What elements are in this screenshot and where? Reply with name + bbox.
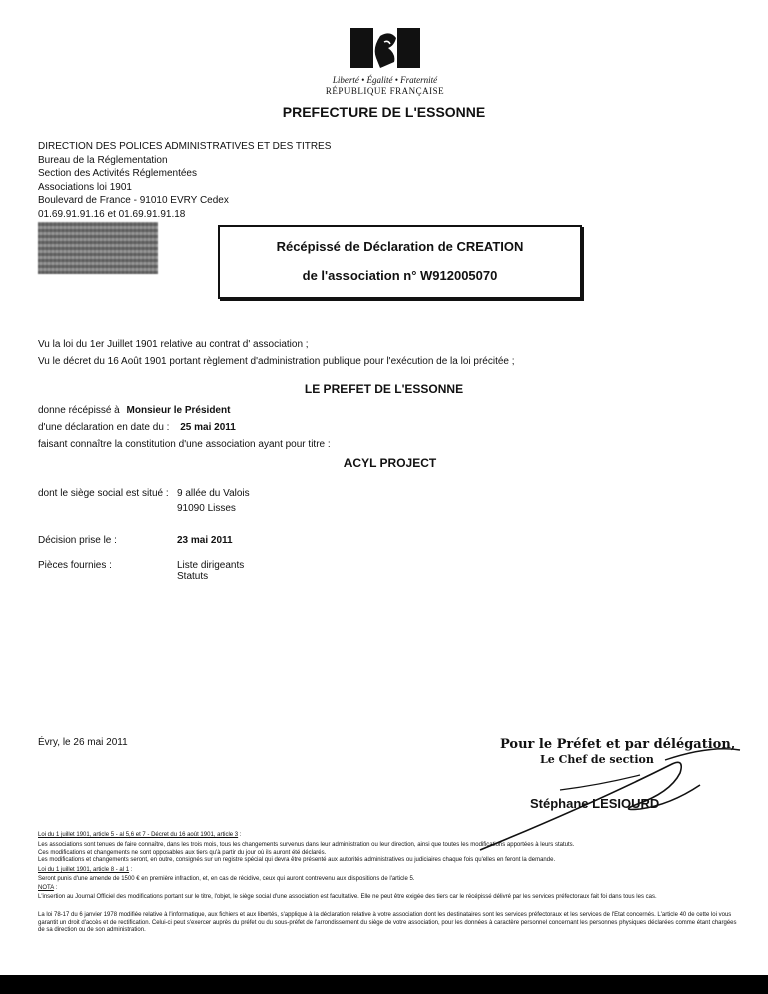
decision-label: Décision prise le : bbox=[38, 535, 117, 546]
legal-ref-suffix: : bbox=[129, 867, 133, 873]
siege-address-line-2: 91090 Lisses bbox=[177, 503, 236, 514]
prefet-heading: LE PREFET DE L'ESSONNE bbox=[304, 382, 464, 396]
legal-ref-suffix: : bbox=[238, 832, 242, 838]
direction-line: Section des Activités Réglementées bbox=[38, 168, 197, 179]
scan-bottom-edge bbox=[0, 975, 768, 994]
preamble-line-2: Vu le décret du 16 Août 1901 portant règlement d'administration publique pour l'exécution de la loi précitée ; bbox=[38, 356, 515, 367]
republic-logo bbox=[290, 28, 480, 96]
legal-text-2: Ces modifications et changements ne sont opposables aux tiers qu'à partir du jour où ils auront été déclarés. bbox=[38, 849, 327, 856]
constitution-text: faisant connaître la constitution d'une association ayant pour titre : bbox=[38, 439, 331, 450]
signature-role: Le Chef de section bbox=[540, 753, 654, 766]
legal-text-1: Les associations sont tenues de faire connaître, dans les trois mois, tous les changements survenus dans leur administration ou leur direction, ainsi que toutes les modifications apportées à leurs statuts. bbox=[38, 842, 575, 848]
recipient-row bbox=[38, 405, 230, 416]
legal-reference-2 bbox=[38, 867, 738, 875]
association-name: ACYL PROJECT bbox=[343, 456, 437, 470]
legal-text-4: Seront punis d'une amende de 1500 € en première infraction, et, en cas de récidive, ceux qui auront contrevenu aux dispositions de l'article 5. bbox=[38, 876, 415, 882]
legal-ref-title: Loi du 1 juillet 1901, article 5 - al 5,6 et 7 - Décret du 16 août 1901, article 3 bbox=[38, 832, 239, 838]
signature-delegation: Pour le Préfet et par délégation, bbox=[500, 737, 736, 752]
prefecture-title: PREFECTURE DE L'ESSONNE bbox=[282, 104, 486, 120]
republic-name: RÉPUBLIQUE FRANÇAISE bbox=[325, 86, 445, 96]
preamble-line-1: Vu la loi du 1er Juillet 1901 relative au contrat d' association ; bbox=[38, 339, 309, 350]
legal-nota bbox=[38, 885, 738, 893]
nota-suffix: : bbox=[53, 885, 58, 891]
nota-label: NOTA bbox=[38, 885, 54, 891]
pieces-item: Liste dirigeants bbox=[177, 560, 245, 571]
siege-label: dont le siège social est situé : bbox=[38, 488, 169, 499]
receipt-title-box bbox=[218, 225, 582, 299]
republic-motto: Liberté • Égalité • Fraternité bbox=[332, 75, 438, 85]
legal-text-3: Les modifications et changements seront, en outre, consignés sur un registre spécial qui devra être présenté aux autorités administratives ou judiciaires chaque fois qu'elles en feront la demande. bbox=[38, 857, 556, 863]
direction-line: 01.69.91.91.16 et 01.69.91.91.18 bbox=[38, 208, 186, 220]
receipt-title: Récépissé de Déclaration de CREATION bbox=[276, 239, 524, 254]
pieces-item: Statuts bbox=[177, 571, 209, 582]
direction-line: Bureau de la Réglementation bbox=[38, 154, 168, 166]
legal-text-5: L'insertion au Journal Officiel des modifications portant sur le titre, l'objet, le siège social d'une association est facultative. Elle ne peut être exigée des tiers car le récépissé délivré par les services préfectoraux fait foi dans tous les cas. bbox=[38, 894, 657, 900]
declaration-date-value: 25 mai 2011 bbox=[180, 422, 236, 433]
recipient-label: donne récépissé à bbox=[38, 405, 120, 416]
legal-text-6: La loi 78-17 du 6 janvier 1978 modifiée relative à l'informatique, aux fichiers et aux libertés, s'applique à la déclaration relative à votre association dont les destinataires sont les services préfectoraux et les services de l'Etat concernés. L'article 40 de cette loi vous garantit un droit d'accès et de rectification. Celui-ci peut s'exercer auprès du préfet ou du sous-préfet de l'arrondissement du siège de votre association, pour les données à caractère personnel concernant les personnes physiques déclarées comme étant chargées de sa direction ou de son administration. bbox=[38, 912, 737, 933]
declaration-date-label: d'une déclaration en date du : bbox=[38, 422, 170, 433]
redacted-area bbox=[38, 222, 158, 274]
legal-ref-title: Loi du 1 juillet 1901, article 8 - al 1 bbox=[38, 867, 130, 873]
siege-address-line-1: 9 allée du Valois bbox=[177, 488, 250, 499]
legal-reference-1 bbox=[38, 832, 738, 840]
direction-line: Boulevard de France - 91010 EVRY Cedex bbox=[38, 195, 229, 206]
receipt-association-number: de l'association n° W912005070 bbox=[302, 268, 498, 283]
place-date: Évry, le 26 mai 2011 bbox=[38, 737, 128, 748]
recipient-value: Monsieur le Président bbox=[126, 405, 231, 416]
decision-value: 23 mai 2011 bbox=[177, 535, 233, 546]
marianne-logo-icon bbox=[350, 28, 420, 68]
direction-address-block bbox=[38, 140, 331, 221]
direction-line: DIRECTION DES POLICES ADMINISTRATIVES ET DES TITRES bbox=[38, 141, 332, 152]
pieces-label: Pièces fournies : bbox=[38, 560, 112, 571]
direction-line: Associations loi 1901 bbox=[38, 181, 132, 193]
declaration-date-row bbox=[38, 422, 236, 433]
signatory-name: Stéphane LESIOURD bbox=[530, 796, 660, 811]
